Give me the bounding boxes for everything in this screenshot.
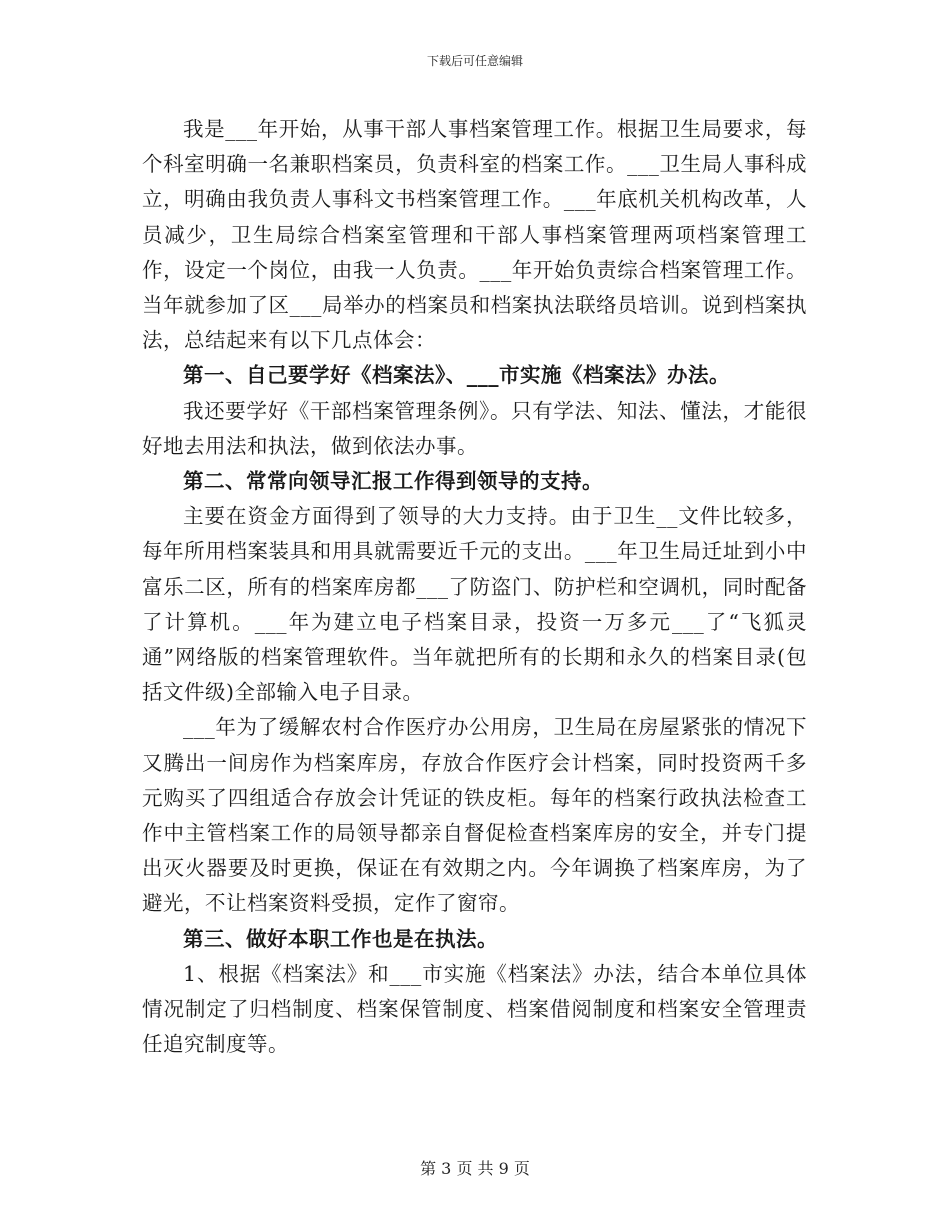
document-body [142,112,807,1062]
page-number: 第 3 页 共 9 页 [420,1159,530,1178]
body-paragraph: 主要在资金方面得到了领导的大力支持。由于卫生__文件比较多，每年所用档案装具和用具就需要近千元的支出。___年卫生局迁址到小中富乐二区，所有的档案库房都___了防盗门、防护栏和空调机，同时配备了计算机。___年为建立电子档案目录，投资一万多元___了“飞狐灵通”网络版的档案管理软件。当年就把所有的长期和永久的档案目录(包括文件级)全部输入电子目录。 [142,504,807,705]
body-paragraph: 我还要学好《干部档案管理条例》。只有学法、知法、懂法，才能很好地去用法和执法，做到依法办事。 [142,398,807,458]
section-heading-third: 第三、做好本职工作也是在执法。 [183,926,498,951]
body-paragraph: 1、根据《档案法》和___市实施《档案法》办法，结合本单位具体情况制定了归档制度、档案保管制度、档案借阅制度和档案安全管理责任追究制度等。 [142,961,807,1057]
intro-paragraph: 我是___年开始，从事干部人事档案管理工作。根据卫生局要求，每个科室明确一名兼职档案员，负责科室的档案工作。___卫生局人事科成立，明确由我负责人事科文书档案管理工作。___年底机关机构改革，人员减少，卫生局综合档案室管理和干部人事档案管理两项档案管理工作，设定一个岗位，由我一人负责。___年开始负责综合档案管理工作。当年就参加了区___局举办的档案员和档案执法联络员培训。说到档案执法，总结起来有以下几点体会： [142,117,807,353]
section-heading-first: 第一、自己要学好《档案法》、___市实施《档案法》办法。 [183,363,730,388]
body-paragraph: ___年为了缓解农村合作医疗办公用房，卫生局在房屋紧张的情况下又腾出一间房作为档案库房，存放合作医疗会计档案，同时投资两千多元购买了四组适合存放会计凭证的铁皮柜。每年的档案行政执法检查工作中主管档案工作的局领导都亲自督促检查档案库房的安全，并专门提出灭火器要及时更换，保证在有效期之内。今年调换了档案库房，为了避光，不让档案资料受损，定作了窗帘。 [142,715,807,916]
section-heading-second: 第二、常常向领导汇报工作得到领导的支持。 [183,469,603,494]
page-header-note: 下载后可任意编辑 [426,54,523,68]
